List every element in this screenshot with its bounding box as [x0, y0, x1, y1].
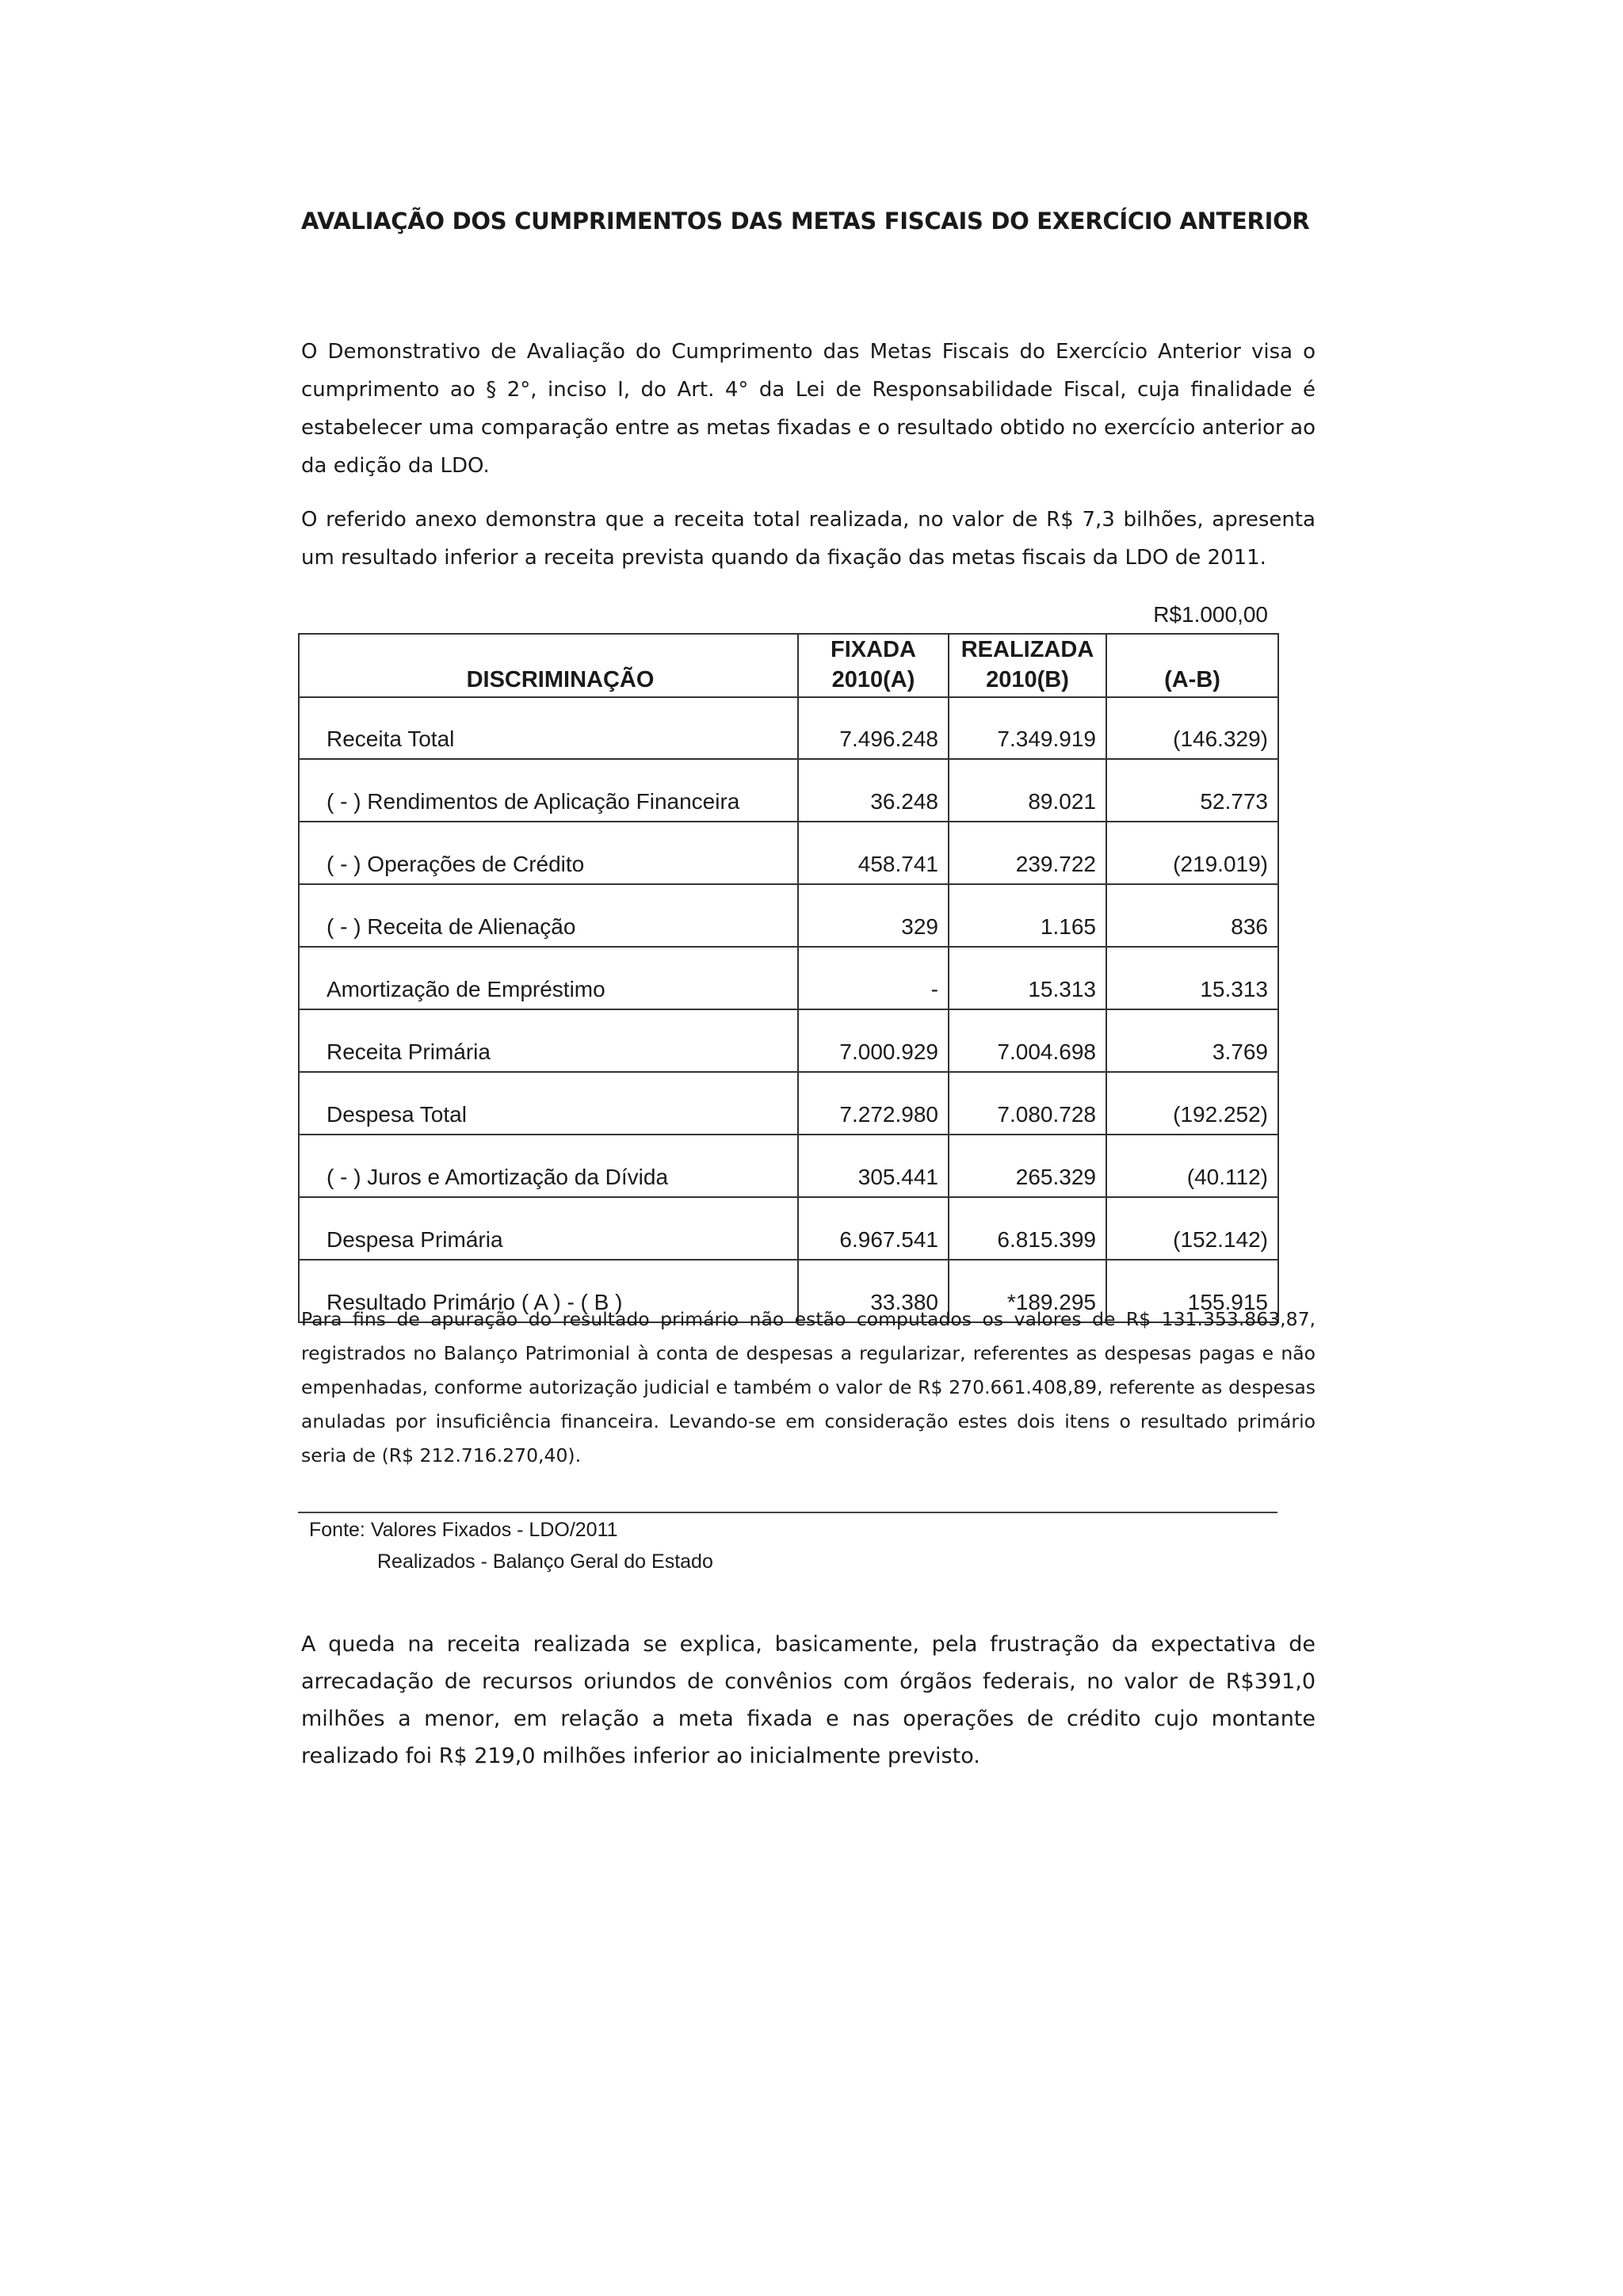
row-fixada-value: 33.380 — [798, 1260, 949, 1322]
header-realizada-line1: REALIZADA — [960, 637, 1094, 662]
row-realizada-value: 1.165 — [949, 884, 1106, 947]
row-difference-value: 52.773 — [1106, 759, 1278, 822]
row-difference-value: 836 — [1106, 884, 1278, 947]
header-difference: (A-B) — [1106, 634, 1278, 697]
source-line-realized: Realizados - Balanço Geral do Estado — [377, 1550, 713, 1573]
row-realizada-value: 265.329 — [949, 1135, 1106, 1197]
header-fixada-line1: FIXADA — [831, 637, 916, 662]
table-body — [299, 697, 1278, 1322]
closing-paragraph: A queda na receita realizada se explica, basicamente, pela frustração da expectativa de arrecadação de recursos oriundos de convênios com órgãos federais, no valor de R$391,0 milhões a menor, em relação a meta fixada e nas operações de crédito cujo montante realizado foi R$ 219,0 milhões inferior ao inicialmente previsto. — [301, 1632, 1316, 1768]
source-divider — [298, 1512, 1277, 1513]
row-difference-value: 15.313 — [1106, 947, 1278, 1009]
header-fixada — [798, 634, 949, 697]
header-fixada-line2: 2010(A) — [831, 667, 915, 692]
row-difference-value: (146.329) — [1106, 697, 1278, 759]
row-fixada-value: 7.496.248 — [798, 697, 949, 759]
row-difference-value: 3.769 — [1106, 1009, 1278, 1072]
table-row — [299, 884, 1278, 947]
row-label: Receita Total — [299, 697, 798, 759]
table-row — [299, 947, 1278, 1009]
header-realizada-line2: 2010(B) — [986, 667, 1069, 692]
row-fixada-value: 36.248 — [798, 759, 949, 822]
row-label: Despesa Primária — [299, 1197, 798, 1260]
row-fixada-value: 329 — [798, 884, 949, 947]
row-label: Despesa Total — [299, 1072, 798, 1135]
row-label: Receita Primária — [299, 1009, 798, 1072]
table-row — [299, 1072, 1278, 1135]
header-realizada — [949, 634, 1106, 697]
row-label: ( - ) Operações de Crédito — [299, 822, 798, 884]
intro-paragraph: O Demonstrativo de Avaliação do Cumprimento das Metas Fiscais do Exercício Anterior visa o cumprimento ao § 2°, inciso I, do Art. 4° da Lei de Responsabilidade Fiscal, cuja finalidade é estabelecer uma comparação entre as metas fixadas e o resultado obtido no exercício anterior ao da edição da LDO. — [301, 340, 1316, 478]
row-fixada-value: 7.000.929 — [798, 1009, 949, 1072]
row-fixada-value: 458.741 — [798, 822, 949, 884]
row-realizada-value: 6.815.399 — [949, 1197, 1106, 1260]
row-label: ( - ) Rendimentos de Aplicação Financeira — [299, 759, 798, 822]
row-label: Amortização de Empréstimo — [299, 947, 798, 1009]
row-realizada-value: *189.295 — [949, 1260, 1106, 1322]
header-discriminacao: DISCRIMINAÇÃO — [299, 634, 798, 697]
table-header-row — [299, 634, 1278, 697]
row-difference-value: (152.142) — [1106, 1197, 1278, 1260]
row-fixada-value: 7.272.980 — [798, 1072, 949, 1135]
table-row — [299, 822, 1278, 884]
row-difference-value: 155.915 — [1106, 1260, 1278, 1322]
fiscal-targets-table — [298, 633, 1279, 1323]
row-realizada-value: 7.080.728 — [949, 1072, 1106, 1135]
table-unit-label: R$1.000,00 — [1153, 602, 1268, 627]
page-title: AVALIAÇÃO DOS CUMPRIMENTOS DAS METAS FISCAIS DO EXERCÍCIO ANTERIOR — [301, 208, 1310, 235]
table-row — [299, 1135, 1278, 1197]
table-row — [299, 1197, 1278, 1260]
primary-result-note: Para fins de apuração do resultado primário não estão computados os valores de R$ 131.353.863,87, registrados no Balanço Patrimonial à conta de despesas a regularizar, referentes as despesas pagas e não empenhadas, conforme autorização judicial e também o valor de R$ 270.661.408,89, referente as despesas anuladas por insuficiência financeira. Levando-se em consideração estes dois itens o resultado primário seria de (R$ 212.716.270,40). — [301, 1308, 1316, 1466]
summary-paragraph: O referido anexo demonstra que a receita total realizada, no valor de R$ 7,3 bilhões, apresenta um resultado inferior a receita prevista quando da fixação das metas fiscais da LDO de 2011. — [301, 508, 1316, 570]
row-realizada-value: 7.349.919 — [949, 697, 1106, 759]
table-row — [299, 1009, 1278, 1072]
row-difference-value: (40.112) — [1106, 1135, 1278, 1197]
table-row — [299, 697, 1278, 759]
row-difference-value: (219.019) — [1106, 822, 1278, 884]
row-realizada-value: 15.313 — [949, 947, 1106, 1009]
row-label: Resultado Primário ( A ) - ( B ) — [299, 1260, 798, 1322]
row-difference-value: (192.252) — [1106, 1072, 1278, 1135]
row-fixada-value: 6.967.541 — [798, 1197, 949, 1260]
row-fixada-value: - — [798, 947, 949, 1009]
row-label: ( - ) Receita de Alienação — [299, 884, 798, 947]
row-fixada-value: 305.441 — [798, 1135, 949, 1197]
row-realizada-value: 239.722 — [949, 822, 1106, 884]
row-label: ( - ) Juros e Amortização da Dívida — [299, 1135, 798, 1197]
row-realizada-value: 7.004.698 — [949, 1009, 1106, 1072]
table-row — [299, 759, 1278, 822]
row-realizada-value: 89.021 — [949, 759, 1106, 822]
source-line-fixed: Fonte: Valores Fixados - LDO/2011 — [309, 1519, 618, 1541]
